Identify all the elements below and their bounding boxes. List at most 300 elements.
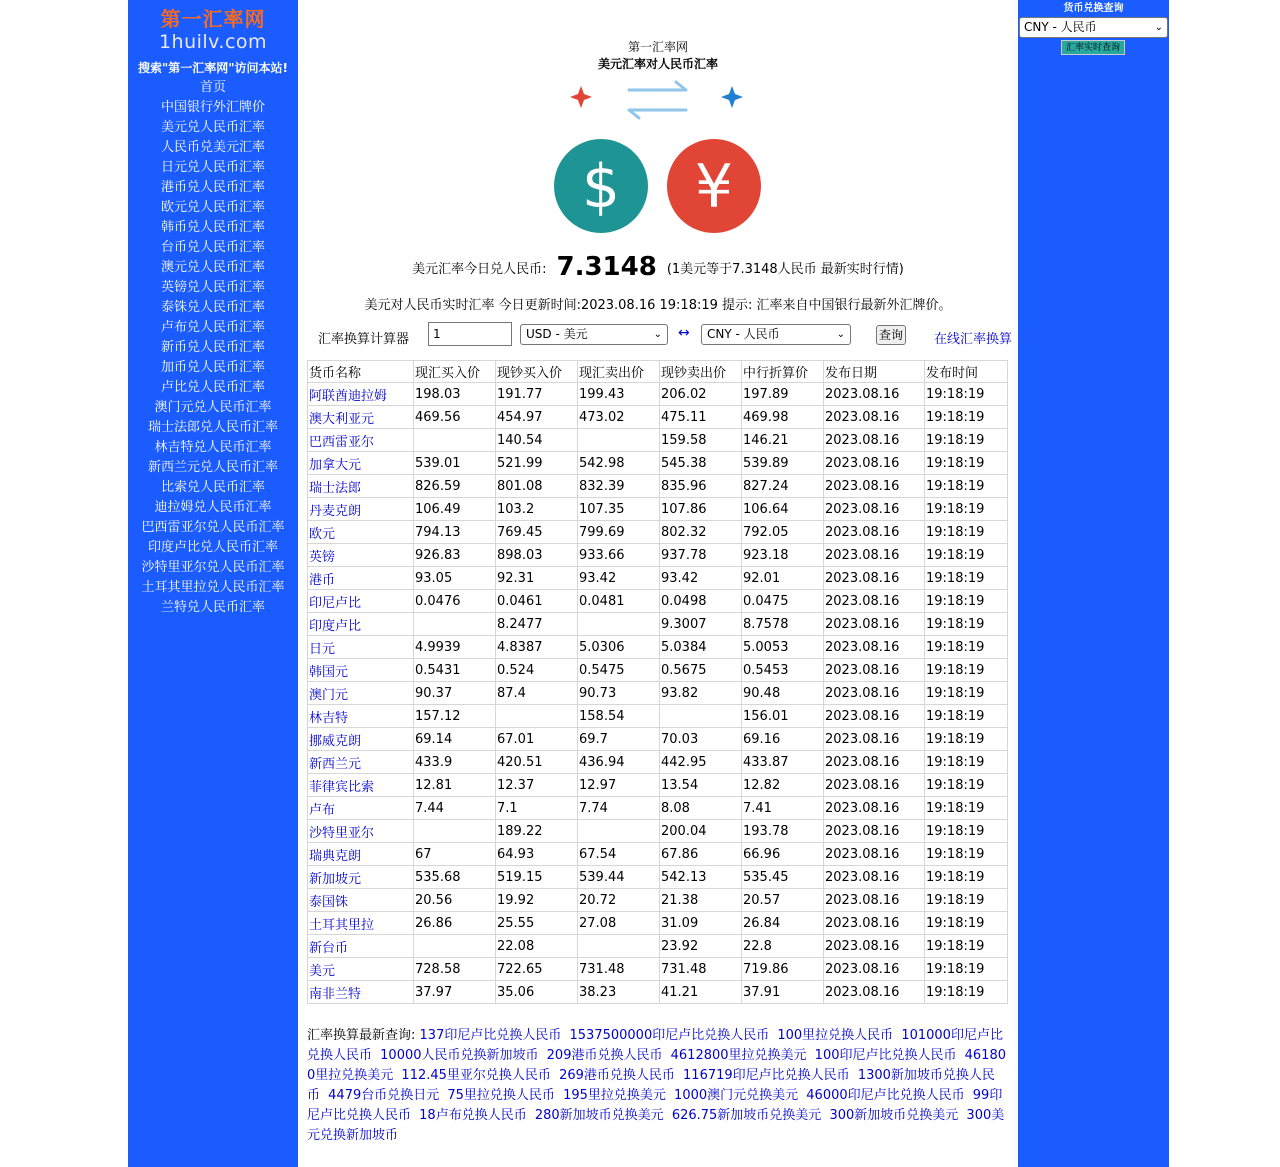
rate-cell: 539.01 xyxy=(414,452,496,475)
currency-name-cell xyxy=(308,981,414,1004)
table-row xyxy=(308,636,1008,659)
rate-cell: 8.2477 xyxy=(496,613,578,636)
column-header: 发布时间 xyxy=(925,361,1008,383)
rate-cell: 475.11 xyxy=(660,406,742,429)
rate-cell: 2023.08.16 xyxy=(824,981,925,1004)
rate-cell: 19:18:19 xyxy=(925,475,1008,498)
sidebar-nav-item[interactable]: 澳门元兑人民币汇率 xyxy=(154,400,272,415)
sidebar-nav-item[interactable]: 卢比兑人民币汇率 xyxy=(160,380,265,395)
rate-cell: 926.83 xyxy=(414,544,496,567)
latest-query-link[interactable]: 10000人民币兑换新加坡币 xyxy=(380,1048,539,1063)
sidebar-nav-item[interactable]: 澳元兑人民币汇率 xyxy=(160,260,265,275)
currency-link[interactable]: 新加坡元 xyxy=(309,871,362,887)
currency-name-cell xyxy=(308,406,414,429)
rate-cell: 2023.08.16 xyxy=(824,912,925,935)
from-currency-select[interactable] xyxy=(520,324,668,345)
rate-cell: 420.51 xyxy=(496,751,578,774)
currency-name-cell xyxy=(308,958,414,981)
rate-cell: 731.48 xyxy=(660,958,742,981)
latest-query-link[interactable]: 280新加坡币兑换美元 xyxy=(534,1108,664,1123)
rate-cell: 2023.08.16 xyxy=(824,521,925,544)
rate-cell: 0.5453 xyxy=(742,659,824,682)
rate-cell: 193.78 xyxy=(742,820,824,843)
rate-cell: 66.96 xyxy=(742,843,824,866)
latest-query-link[interactable]: 1300新加坡币兑换人民币 xyxy=(307,1068,995,1103)
rate-cell: 20.72 xyxy=(578,889,660,912)
rate-cell: 19:18:19 xyxy=(925,682,1008,705)
rate-cell: 731.48 xyxy=(578,958,660,981)
rate-cell: 27.08 xyxy=(578,912,660,935)
rate-cell: 832.39 xyxy=(578,475,660,498)
rate-cell: 93.05 xyxy=(414,567,496,590)
latest-query-link[interactable]: 75里拉兑换人民币 xyxy=(447,1088,555,1103)
rate-cell: 2023.08.16 xyxy=(824,682,925,705)
rate-cell: 0.524 xyxy=(496,659,578,682)
page-title: 美元汇率对人民币汇率 xyxy=(597,57,718,71)
sidebar-nav-item[interactable]: 兰特兑人民币汇率 xyxy=(160,600,265,615)
sidebar-nav-item[interactable]: 迪拉姆兑人民币汇率 xyxy=(154,500,272,515)
currency-link[interactable]: 美元 xyxy=(309,963,336,979)
rate-cell: 19:18:19 xyxy=(925,406,1008,429)
rate-cell: 799.69 xyxy=(578,521,660,544)
rate-cell: 9.3007 xyxy=(660,613,742,636)
rate-cell: 156.01 xyxy=(742,705,824,728)
rate-cell: 19:18:19 xyxy=(925,705,1008,728)
sidebar-nav-item[interactable]: 巴西雷亚尔兑人民币汇率 xyxy=(141,520,285,535)
rate-cell xyxy=(578,429,660,452)
sidebar-nav-item[interactable]: 比索兑人民币汇率 xyxy=(160,480,265,495)
latest-query-link[interactable]: 209港币兑换人民币 xyxy=(546,1048,663,1063)
currency-link[interactable]: 卢布 xyxy=(309,802,336,818)
rate-cell: 0.0481 xyxy=(578,590,660,613)
rate-cell xyxy=(414,429,496,452)
currency-name-cell xyxy=(308,383,414,406)
currency-link[interactable]: 欧元 xyxy=(309,526,336,542)
rate-cell: 2023.08.16 xyxy=(824,613,925,636)
sidebar-nav-item[interactable]: 首页 xyxy=(199,80,226,95)
latest-query-link[interactable]: 1537500000印尼卢比兑换人民币 xyxy=(569,1028,770,1043)
rate-cell: 19:18:19 xyxy=(925,774,1008,797)
rate-cell: 200.04 xyxy=(660,820,742,843)
rate-cell: 197.89 xyxy=(742,383,824,406)
latest-query-link[interactable]: 300美元兑换新加坡币 xyxy=(307,1108,1005,1143)
currency-link[interactable]: 瑞典克朗 xyxy=(309,848,362,864)
currency-name-cell xyxy=(308,797,414,820)
latest-query-link[interactable]: 100里拉兑换人民币 xyxy=(777,1028,894,1043)
rate-cell: 898.03 xyxy=(496,544,578,567)
table-row xyxy=(308,935,1008,958)
latest-query-link[interactable]: 18卢布兑换人民币 xyxy=(419,1108,527,1123)
latest-query-link[interactable]: 100印尼卢比兑换人民币 xyxy=(814,1048,957,1063)
currency-name-cell xyxy=(308,544,414,567)
main-content xyxy=(298,0,1018,1167)
rate-cell: 802.32 xyxy=(660,521,742,544)
currency-link[interactable]: 英镑 xyxy=(309,549,336,565)
rate-cell: 2023.08.16 xyxy=(824,544,925,567)
currency-link[interactable]: 加拿大元 xyxy=(309,457,362,473)
currency-link[interactable]: 韩国元 xyxy=(309,664,349,680)
table-row xyxy=(308,590,1008,613)
rate-cell: 433.87 xyxy=(742,751,824,774)
column-header: 发布日期 xyxy=(824,361,925,383)
currency-link[interactable]: 日元 xyxy=(309,641,336,657)
rate-cell: 722.65 xyxy=(496,958,578,981)
update-info: 美元对人民币实时汇率 今日更新时间:2023.08.16 19:18:19 提示: 汇率来自中国银行最新外汇牌价。 xyxy=(364,298,952,313)
realtime-query-button[interactable]: 汇率实时查询 xyxy=(1061,40,1125,55)
sidebar-nav-item[interactable]: 港币兑人民币汇率 xyxy=(160,180,265,195)
rate-cell: 19:18:19 xyxy=(925,958,1008,981)
currency-link[interactable]: 新台币 xyxy=(309,940,349,956)
rate-cell: 41.21 xyxy=(660,981,742,1004)
rate-cell: 19:18:19 xyxy=(925,521,1008,544)
sidebar-nav-item[interactable]: 欧元兑人民币汇率 xyxy=(160,200,265,215)
rate-cell: 801.08 xyxy=(496,475,578,498)
latest-query-link[interactable]: 116719印尼卢比兑换人民币 xyxy=(683,1068,850,1083)
table-row xyxy=(308,728,1008,751)
latest-query-link[interactable]: 4479台币兑换日元 xyxy=(328,1088,440,1103)
rate-cell: 19:18:19 xyxy=(925,544,1008,567)
currency-name-cell xyxy=(308,843,414,866)
rate-cell: 937.78 xyxy=(660,544,742,567)
rate-cell: 2023.08.16 xyxy=(824,636,925,659)
rate-cell: 93.42 xyxy=(660,567,742,590)
rate-cell: 2023.08.16 xyxy=(824,383,925,406)
rate-cell: 67 xyxy=(414,843,496,866)
rate-cell: 146.21 xyxy=(742,429,824,452)
rate-cell: 92.01 xyxy=(742,567,824,590)
currency-name-cell xyxy=(308,705,414,728)
table-row xyxy=(308,567,1008,590)
sidebar-nav-item[interactable]: 韩币兑人民币汇率 xyxy=(160,220,265,235)
converter-label: 汇率换算计算器 xyxy=(318,332,410,347)
table-row xyxy=(308,774,1008,797)
sidebar-nav-item[interactable]: 中国银行外汇牌价 xyxy=(160,100,265,115)
rate-cell: 21.38 xyxy=(660,889,742,912)
rate-cell: 19.92 xyxy=(496,889,578,912)
rate-cell xyxy=(414,935,496,958)
rate-cell: 37.91 xyxy=(742,981,824,1004)
currency-link[interactable]: 泰国铢 xyxy=(309,894,349,910)
rate-cell: 4.9939 xyxy=(414,636,496,659)
currency-hero-graphic xyxy=(548,74,768,244)
table-row xyxy=(308,613,1008,636)
table-row xyxy=(308,475,1008,498)
chevron-down-icon: ⌄ xyxy=(1154,22,1163,33)
currency-name-cell xyxy=(308,613,414,636)
sidebar-nav-item[interactable]: 瑞士法郎兑人民币汇率 xyxy=(147,420,278,435)
table-row xyxy=(308,429,1008,452)
rate-cell: 19:18:19 xyxy=(925,912,1008,935)
rate-cell: 67.54 xyxy=(578,843,660,866)
table-row xyxy=(308,452,1008,475)
currency-name-cell xyxy=(308,889,414,912)
rate-cell: 20.57 xyxy=(742,889,824,912)
rate-cell: 2023.08.16 xyxy=(824,935,925,958)
currency-link[interactable]: 巴西雷亚尔 xyxy=(309,434,375,450)
rate-cell: 469.98 xyxy=(742,406,824,429)
currency-lookup-select[interactable] xyxy=(1019,17,1168,38)
table-row xyxy=(308,498,1008,521)
latest-query-link[interactable]: 461800里拉兑换美元 xyxy=(307,1048,1006,1083)
online-converter-link[interactable]: 在线汇率换算 xyxy=(934,332,1013,347)
rate-cell: 22.8 xyxy=(742,935,824,958)
sidebar-nav-item[interactable]: 印度卢比兑人民币汇率 xyxy=(147,540,278,555)
rate-cell: 93.42 xyxy=(578,567,660,590)
currency-name-cell xyxy=(308,636,414,659)
table-row xyxy=(308,659,1008,682)
currency-name-cell xyxy=(308,475,414,498)
chevron-down-icon: ⌄ xyxy=(653,329,662,340)
sidebar-nav-item[interactable]: 台币兑人民币汇率 xyxy=(160,240,265,255)
sidebar-nav-item[interactable]: 卢布兑人民币汇率 xyxy=(160,320,265,335)
rate-cell: 198.03 xyxy=(414,383,496,406)
rate-cell: 64.93 xyxy=(496,843,578,866)
rate-cell: 7.41 xyxy=(742,797,824,820)
rate-cell: 0.5431 xyxy=(414,659,496,682)
rate-cell: 2023.08.16 xyxy=(824,889,925,912)
rate-cell xyxy=(578,820,660,843)
rate-cell: 454.97 xyxy=(496,406,578,429)
sidebar-nav-item[interactable]: 加币兑人民币汇率 xyxy=(160,360,265,375)
rate-cell: 521.99 xyxy=(496,452,578,475)
table-row xyxy=(308,797,1008,820)
rate-cell: 535.68 xyxy=(414,866,496,889)
rate-cell: 106.49 xyxy=(414,498,496,521)
rate-cell: 69.16 xyxy=(742,728,824,751)
rate-cell: 37.97 xyxy=(414,981,496,1004)
currency-name-cell xyxy=(308,452,414,475)
currency-name-cell xyxy=(308,590,414,613)
left-sidebar xyxy=(128,0,298,1167)
rate-cell: 189.22 xyxy=(496,820,578,843)
latest-query-link[interactable]: 99印尼卢比兑换人民币 xyxy=(307,1088,1003,1123)
rate-cell: 7.1 xyxy=(496,797,578,820)
site-logo[interactable] xyxy=(128,0,298,52)
rate-cell: 13.54 xyxy=(660,774,742,797)
table-row xyxy=(308,406,1008,429)
rate-cell: 2023.08.16 xyxy=(824,659,925,682)
rate-cell: 107.35 xyxy=(578,498,660,521)
currency-link[interactable]: 澳大利亚元 xyxy=(309,411,375,427)
sidebar-nav-item[interactable]: 林吉特兑人民币汇率 xyxy=(154,440,272,455)
rate-cell: 835.96 xyxy=(660,475,742,498)
currency-link[interactable]: 澳门元 xyxy=(309,687,349,703)
rate-cell: 26.84 xyxy=(742,912,824,935)
rate-cell: 38.23 xyxy=(578,981,660,1004)
sidebar-nav-item[interactable]: 新西兰元兑人民币汇率 xyxy=(147,460,278,475)
rate-cell xyxy=(660,705,742,728)
currency-name-cell xyxy=(308,820,414,843)
rate-cell: 5.0053 xyxy=(742,636,824,659)
rate-cell: 5.0384 xyxy=(660,636,742,659)
sidebar-nav-item[interactable]: 日元兑人民币汇率 xyxy=(160,160,265,175)
table-header-row xyxy=(308,361,1008,383)
latest-query-link[interactable]: 626.75新加坡币兑换美元 xyxy=(671,1108,822,1123)
rate-cell: 19:18:19 xyxy=(925,383,1008,406)
currency-link[interactable]: 新西兰元 xyxy=(309,756,362,772)
rate-cell: 442.95 xyxy=(660,751,742,774)
rate-cell: 7.44 xyxy=(414,797,496,820)
table-row xyxy=(308,705,1008,728)
currency-name-cell xyxy=(308,567,414,590)
rate-cell: 26.86 xyxy=(414,912,496,935)
currency-name-cell xyxy=(308,912,414,935)
currency-link[interactable]: 瑞士法郎 xyxy=(309,480,362,496)
currency-lookup-title: 货币兑换查询 xyxy=(1063,3,1124,14)
rate-cell: 19:18:19 xyxy=(925,567,1008,590)
latest-query-link[interactable]: 269港币兑换人民币 xyxy=(559,1068,675,1083)
column-header: 现钞买入价 xyxy=(496,361,578,383)
rate-summary xyxy=(298,252,1018,282)
logo-chinese-text[interactable]: 第一汇率网 xyxy=(160,7,266,31)
sidebar-nav-item[interactable]: 英镑兑人民币汇率 xyxy=(160,280,265,295)
table-row xyxy=(308,981,1008,1004)
rate-cell: 140.54 xyxy=(496,429,578,452)
exchange-arrows-icon xyxy=(629,82,686,118)
latest-queries-label: 汇率换算最新查询: xyxy=(307,1028,416,1043)
rate-cell: 2023.08.16 xyxy=(824,843,925,866)
sidebar-nav-item[interactable]: 新币兑人民币汇率 xyxy=(160,340,265,355)
currency-link[interactable]: 南非兰特 xyxy=(309,986,362,1002)
rate-cell: 106.64 xyxy=(742,498,824,521)
rate-cell: 19:18:19 xyxy=(925,797,1008,820)
currency-link[interactable]: 阿联酋迪拉姆 xyxy=(309,388,388,404)
rate-cell: 2023.08.16 xyxy=(824,820,925,843)
swap-icon[interactable]: ↔ xyxy=(678,325,690,341)
latest-query-link[interactable]: 195里拉兑换美元 xyxy=(563,1088,666,1103)
rate-cell xyxy=(414,820,496,843)
red-sparkle-icon xyxy=(570,86,592,108)
table-row xyxy=(308,912,1008,935)
latest-query-link[interactable]: 300新加坡币兑换美元 xyxy=(829,1108,959,1123)
currency-name-cell xyxy=(308,774,414,797)
rate-cell: 19:18:19 xyxy=(925,452,1008,475)
currency-link[interactable]: 丹麦克朗 xyxy=(309,503,362,519)
table-row xyxy=(308,889,1008,912)
rate-cell: 70.03 xyxy=(660,728,742,751)
rate-cell: 90.48 xyxy=(742,682,824,705)
to-currency-value: CNY - 人民币 xyxy=(707,327,780,341)
table-row xyxy=(308,682,1008,705)
rate-cell: 67.86 xyxy=(660,843,742,866)
rate-cell: 933.66 xyxy=(578,544,660,567)
dollar-symbol: $ xyxy=(581,152,621,222)
sidebar-nav-item[interactable]: 美元兑人民币汇率 xyxy=(160,120,265,135)
amount-input[interactable]: 1 xyxy=(428,322,512,346)
currency-link[interactable]: 印尼卢比 xyxy=(309,595,362,611)
rate-cell: 0.0475 xyxy=(742,590,824,613)
rate-cell: 19:18:19 xyxy=(925,659,1008,682)
latest-query-link[interactable]: 4612800里拉兑换美元 xyxy=(670,1048,807,1063)
rate-cell: 19:18:19 xyxy=(925,866,1008,889)
rate-cell: 2023.08.16 xyxy=(824,866,925,889)
table-row xyxy=(308,751,1008,774)
table-row xyxy=(308,521,1008,544)
latest-query-link[interactable]: 1000澳门元兑换美元 xyxy=(674,1088,799,1103)
rate-cell: 7.74 xyxy=(578,797,660,820)
currency-link[interactable]: 沙特里亚尔 xyxy=(309,825,375,841)
currency-lookup-value: CNY - 人民币 xyxy=(1024,20,1097,34)
from-currency-value: USD - 美元 xyxy=(526,327,588,341)
exchange-rate-table xyxy=(307,360,1008,1004)
table-row xyxy=(308,843,1008,866)
rate-cell: 794.13 xyxy=(414,521,496,544)
rate-cell: 2023.08.16 xyxy=(824,452,925,475)
latest-query-link[interactable]: 137印尼卢比兑换人民币 xyxy=(419,1028,562,1043)
rate-cell: 31.09 xyxy=(660,912,742,935)
currency-link[interactable]: 土耳其里拉 xyxy=(309,917,375,933)
latest-query-link[interactable]: 46000印尼卢比兑换人民币 xyxy=(806,1088,965,1103)
rate-cell: 25.55 xyxy=(496,912,578,935)
rate-cell: 2023.08.16 xyxy=(824,590,925,613)
rate-cell: 69.14 xyxy=(414,728,496,751)
rate-note: (1美元等于7.3148人民币 最新实时行情) xyxy=(666,262,904,277)
currency-link[interactable]: 印度卢比 xyxy=(309,618,362,634)
rate-cell: 792.05 xyxy=(742,521,824,544)
logo-domain-text[interactable]: 1huilv.com xyxy=(158,31,268,53)
sidebar-nav-item[interactable]: 土耳其里拉兑人民币汇率 xyxy=(141,580,285,595)
rate-cell: 69.7 xyxy=(578,728,660,751)
right-sidebar xyxy=(1018,0,1169,1167)
sidebar-nav-item[interactable]: 人民币兑美元汇率 xyxy=(160,140,265,155)
column-header: 货币名称 xyxy=(308,361,414,383)
chevron-down-icon: ⌄ xyxy=(836,329,845,340)
rate-cell xyxy=(578,935,660,958)
rate-cell: 107.86 xyxy=(660,498,742,521)
sidebar-nav-item[interactable]: 泰铢兑人民币汇率 xyxy=(160,300,265,315)
rate-cell: 473.02 xyxy=(578,406,660,429)
rate-cell: 19:18:19 xyxy=(925,590,1008,613)
currency-link[interactable]: 菲律宾比索 xyxy=(309,779,375,795)
latest-query-link[interactable]: 112.45里亚尔兑换人民币 xyxy=(401,1068,551,1083)
rate-cell: 0.5675 xyxy=(660,659,742,682)
rate-cell: 35.06 xyxy=(496,981,578,1004)
yuan-symbol: ¥ xyxy=(694,152,734,222)
rate-cell: 545.38 xyxy=(660,452,742,475)
currency-link[interactable]: 港币 xyxy=(309,572,336,588)
sidebar-nav-item[interactable]: 沙特里亚尔兑人民币汇率 xyxy=(141,560,285,575)
rate-cell: 542.98 xyxy=(578,452,660,475)
slogan: 搜索"第一汇率网"访问本站! xyxy=(138,61,288,75)
rate-cell: 157.12 xyxy=(414,705,496,728)
rate-cell: 436.94 xyxy=(578,751,660,774)
rate-cell: 539.44 xyxy=(578,866,660,889)
rate-cell: 539.89 xyxy=(742,452,824,475)
rate-cell: 2023.08.16 xyxy=(824,958,925,981)
rate-cell: 0.5475 xyxy=(578,659,660,682)
rate-cell: 2023.08.16 xyxy=(824,705,925,728)
rate-cell: 8.08 xyxy=(660,797,742,820)
latest-query-link[interactable]: 101000印尼卢比兑换人民币 xyxy=(307,1028,1003,1063)
rate-cell: 206.02 xyxy=(660,383,742,406)
rate-cell: 67.01 xyxy=(496,728,578,751)
rate-cell: 12.81 xyxy=(414,774,496,797)
rate-cell: 12.97 xyxy=(578,774,660,797)
currency-link[interactable]: 林吉特 xyxy=(309,710,349,726)
currency-name-cell xyxy=(308,728,414,751)
table-row xyxy=(308,958,1008,981)
rate-cell: 535.45 xyxy=(742,866,824,889)
rate-cell: 19:18:19 xyxy=(925,981,1008,1004)
to-currency-select[interactable] xyxy=(701,324,851,345)
table-row xyxy=(308,383,1008,406)
converter-form xyxy=(298,322,1018,348)
column-header: 现汇买入价 xyxy=(414,361,496,383)
rate-cell: 2023.08.16 xyxy=(824,475,925,498)
rate-cell: 2023.08.16 xyxy=(824,406,925,429)
query-button[interactable]: 查询 xyxy=(876,325,906,345)
currency-link[interactable]: 挪威克朗 xyxy=(309,733,362,749)
